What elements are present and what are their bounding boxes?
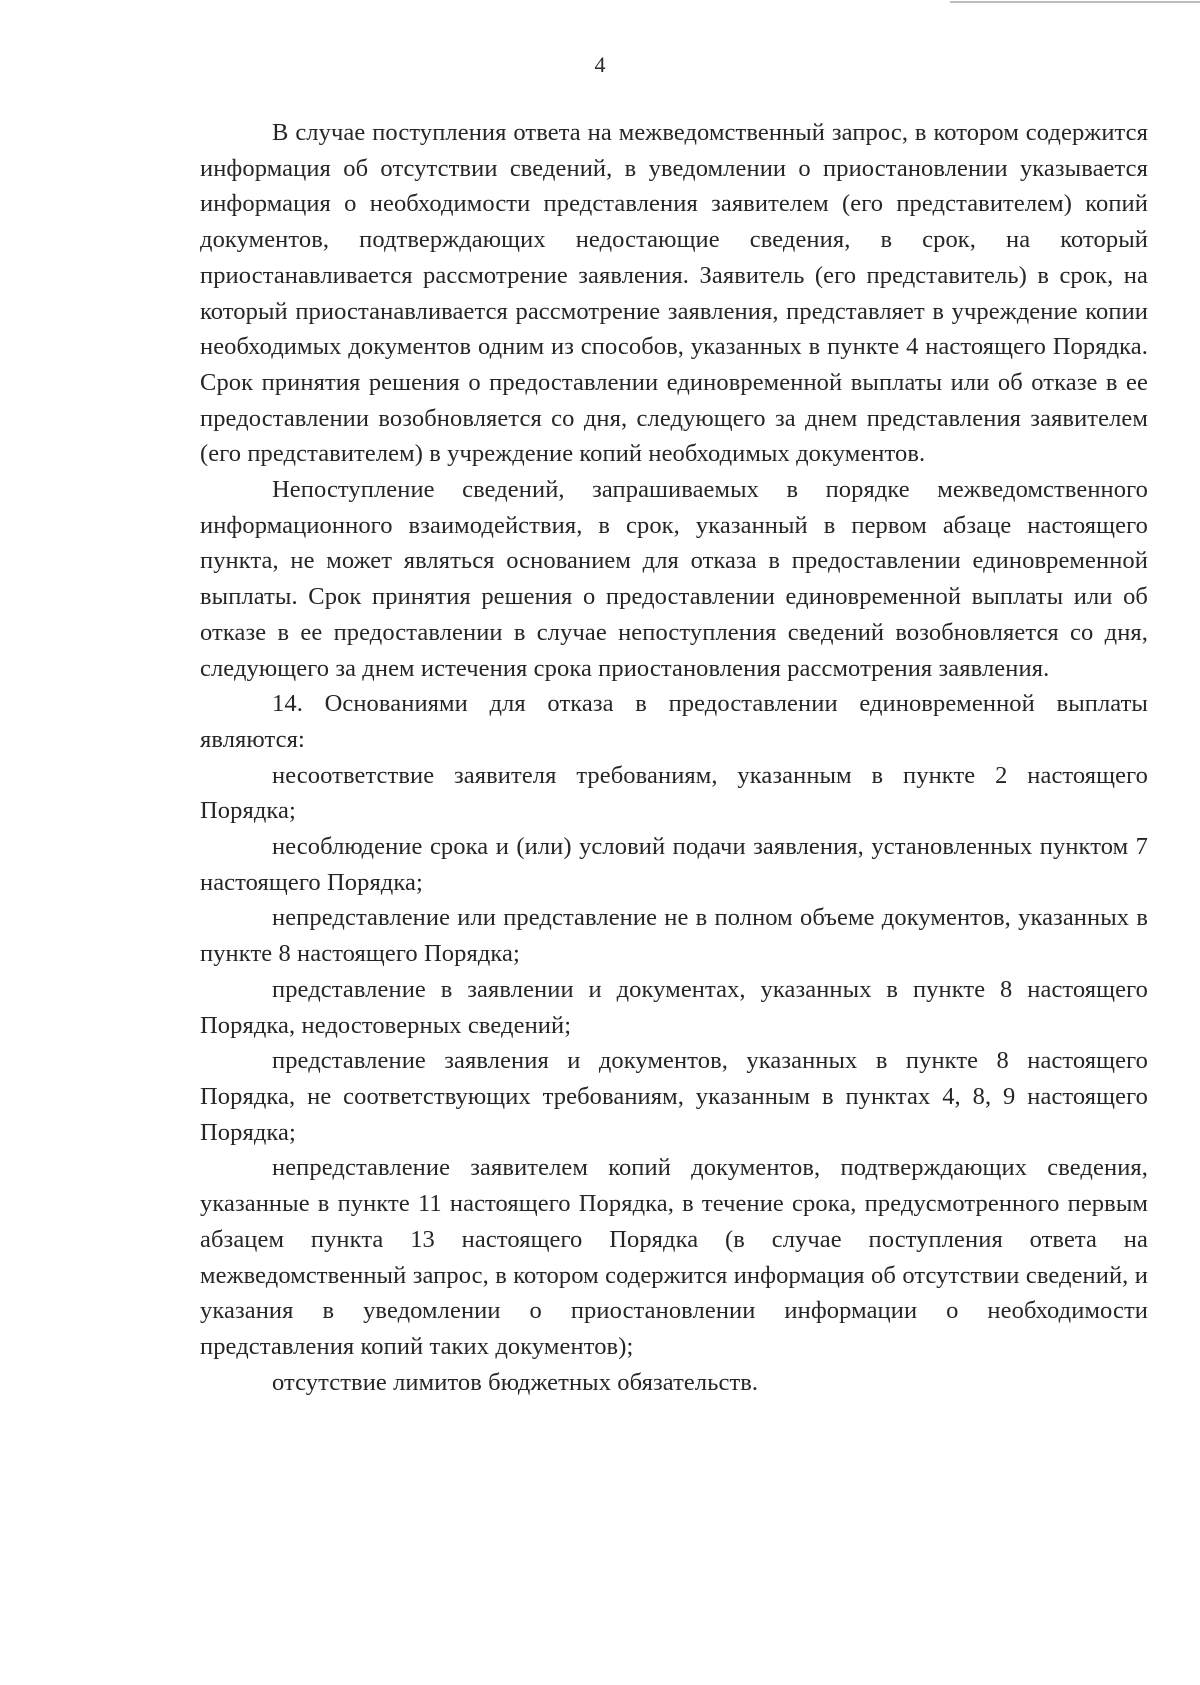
paragraph-non-receipt: Непоступление сведений, запрашиваемых в порядке межведомственного информационного взаимодействия, в срок, указанный в первом абзаце настоящего пункта, не может являться основанием для отказа в предоставлении единовременной выплаты. Срок принятия решения о предоставлении единовременной выплаты или об отказе в ее предоставлении в случае непоступления сведений возобновляется со дня, следующего за днем истечения срока приостановления рассмотрения заявления. <box>200 476 1148 682</box>
refusal-ground-3: непредставление или представление не в полном объеме документов, указанных в пункте 8 настоящего Порядка; <box>200 904 1148 968</box>
page-number: 4 <box>594 52 606 77</box>
paragraph-clause-14: 14. Основаниями для отказа в предоставлении единовременной выплаты являются: <box>200 690 1148 753</box>
refusal-ground-4: представление в заявлении и документах, указанных в пункте 8 настоящего Порядка, недостоверных сведений; <box>200 975 1148 1039</box>
refusal-ground-5: представление заявления и документов, указанных в пункте 8 настоящего Порядка, не соответствующих требованиям, указанным в пунктах 4, 8, 9 настоящего Порядка; <box>200 1047 1148 1146</box>
scan-edge-line <box>950 1 1200 3</box>
document-body <box>200 115 1148 1400</box>
refusal-ground-7: отсутствие лимитов бюджетных обязательств. <box>272 1368 759 1396</box>
paragraph-suspension-notice: В случае поступления ответа на межведомственный запрос, в котором содержится информация об отсутствии сведений, в уведомлении о приостановлении указывается информация о необходимости представления заявителем (его представителем) копий документов, подтверждающих недостающие сведения, в срок, на который приостанавливается рассмотрение заявления. Заявитель (его представитель) в срок, на который приостанавливается рассмотрение заявления, представляет в учреждение копии необходимых документов одним из способов, указанных в пункте 4 настоящего Порядка. Срок принятия решения о предоставлении единовременной выплаты или об отказе в ее предоставлении возобновляется со дня, следующего за днем представления заявителем (его представителем) в учреждение копий необходимых документов. <box>200 119 1148 468</box>
refusal-ground-6: непредставление заявителем копий документов, подтверждающих сведения, указанные в пункте 11 настоящего Порядка, в течение срока, предусмотренного первым абзацем пункта 13 настоящего Порядка (в случае поступления ответа на межведомственный запрос, в котором содержится информация об отсутствии сведений, и указания в уведомлении о приостановлении информации о необходимости представления копий таких документов); <box>200 1154 1148 1360</box>
refusal-ground-2: несоблюдение срока и (или) условий подачи заявления, установленных пунктом 7 настоящего Порядка; <box>200 833 1148 896</box>
refusal-ground-1: несоответствие заявителя требованиям, указанным в пункте 2 настоящего Порядка; <box>200 761 1148 825</box>
